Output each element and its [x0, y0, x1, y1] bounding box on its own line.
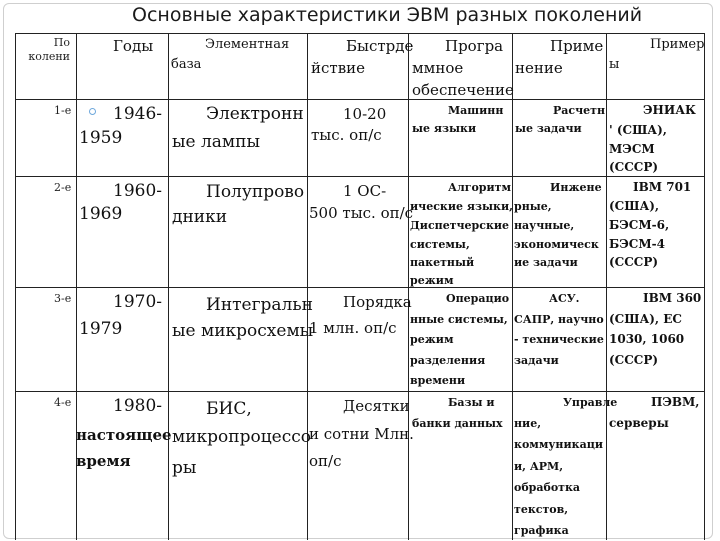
row-divider	[15, 287, 705, 288]
speed-line: 1 млн. оп/с	[309, 319, 397, 337]
element-base-line: БИС,	[206, 399, 252, 419]
application-line: научные,	[514, 219, 575, 232]
years-start: 1970-	[113, 292, 163, 312]
example-line: 1030, 1060	[609, 332, 685, 346]
header-software-line1: Програ	[445, 37, 504, 55]
example-line: МЭСМ	[609, 142, 655, 156]
speed-line: Порядка	[343, 293, 412, 311]
software-line: времени	[410, 374, 466, 387]
years-line: время	[76, 452, 131, 470]
element-base-line: ры	[172, 458, 197, 478]
header-application-line1: Приме	[550, 37, 604, 55]
element-base-line: дники	[172, 207, 228, 227]
header-software-line2: ммное	[412, 59, 464, 77]
example-line: (СССР)	[609, 353, 659, 367]
years-end: 1959	[79, 128, 123, 148]
generation-label: 1-е	[54, 104, 72, 117]
element-base-line: Полупрово	[206, 182, 305, 202]
example-line: БЭСМ-4	[609, 237, 665, 251]
software-line: режим	[410, 274, 454, 287]
speed-line: тыс. оп/с	[311, 126, 382, 144]
software-line: нные системы,	[410, 313, 508, 326]
application-line: текстов,	[514, 503, 569, 516]
header-speed-line2: йствие	[311, 59, 366, 77]
example-line: ПЭВМ,	[651, 395, 700, 409]
application-line: ие задачи	[514, 256, 578, 269]
application-line: САПР, научно	[514, 313, 604, 326]
software-line: пакетный	[410, 256, 475, 269]
software-line: банки данных	[412, 417, 503, 430]
table-border-top	[15, 33, 705, 34]
header-element-base-line2: база	[171, 57, 202, 72]
generation-label: 4-е	[54, 396, 72, 409]
application-line: обработка	[514, 481, 581, 494]
header-generation	[18, 36, 70, 64]
application-line: ые задачи	[515, 122, 582, 135]
speed-line: оп/с	[309, 452, 342, 470]
speed-line: 1 ОС-	[343, 182, 387, 200]
decorative-circle	[89, 108, 96, 115]
software-line: системы,	[410, 238, 470, 251]
header-example-line2: ы	[609, 57, 620, 72]
application-line: рные,	[514, 200, 552, 213]
software-line: Алгоритм	[448, 181, 512, 194]
software-line: режим	[410, 333, 454, 346]
years-end: 1969	[79, 204, 123, 224]
application-line: задачи	[514, 354, 559, 367]
example-line: (СССР)	[609, 255, 659, 269]
application-line: Инжене	[550, 181, 602, 194]
software-line: Базы и	[448, 396, 495, 409]
software-line: ые языки	[412, 122, 477, 135]
element-base-line: ые лампы	[172, 132, 261, 152]
software-line: Диспетчерские	[410, 219, 510, 232]
element-base-line: микропроцессо	[172, 427, 312, 447]
software-line: ические языки,	[410, 200, 513, 213]
header-speed-line1: Быстрде	[346, 37, 414, 55]
element-base-line: Интегральн	[206, 295, 313, 315]
header-software-line3: обеспечение	[412, 81, 514, 99]
software-line: Машинн	[448, 104, 504, 117]
application-line: Управле	[563, 396, 618, 409]
speed-line: и сотни Млн.	[309, 425, 414, 443]
example-line: серверы	[609, 416, 669, 430]
generation-label: 3-е	[54, 292, 72, 305]
years-start: 1980-	[113, 396, 163, 416]
example-line: ЭНИАК	[643, 103, 696, 117]
years-line: настоящее	[76, 426, 172, 444]
speed-line: 10-20	[343, 105, 387, 123]
application-line: ние,	[514, 417, 542, 430]
example-line: (США), ЕС	[609, 312, 682, 326]
application-line: коммуникаци	[514, 438, 603, 451]
example-line: (США),	[609, 199, 660, 213]
example-line: IBM 701	[633, 180, 692, 194]
years-start: 1946-	[113, 104, 163, 124]
application-line: Расчетн	[553, 104, 606, 117]
example-line: IBM 360	[643, 291, 702, 305]
years-end: 1979	[79, 319, 123, 339]
header-years: Годы	[113, 37, 154, 55]
software-line: разделения	[410, 354, 486, 367]
header-example-line1: Пример	[650, 37, 705, 52]
application-line: и, АРМ,	[514, 460, 564, 473]
software-line: Операцио	[446, 292, 510, 305]
header-generation-line: колени	[28, 50, 70, 63]
example-line: (СССР)	[609, 160, 659, 174]
generation-label: 2-е	[54, 181, 72, 194]
application-line: АСУ.	[549, 292, 580, 305]
header-element-base-line1: Элементная	[205, 37, 290, 52]
example-line: ' (США),	[609, 123, 667, 137]
header-application-line2: нение	[515, 59, 563, 77]
slide-title: Основные характеристики ЭВМ разных поколений	[132, 4, 643, 26]
application-line: экономическ	[514, 238, 599, 251]
element-base-line: ые микросхемы	[172, 321, 314, 341]
example-line: БЭСМ-6,	[609, 218, 670, 232]
application-line: графика	[514, 524, 569, 537]
years-start: 1960-	[113, 181, 163, 201]
speed-line: Десятки	[343, 397, 410, 415]
header-generation-line: По	[53, 36, 70, 49]
application-line: - технические	[514, 333, 604, 346]
element-base-line: Электронн	[206, 104, 304, 124]
speed-line: 500 тыс. оп/с	[309, 204, 414, 222]
